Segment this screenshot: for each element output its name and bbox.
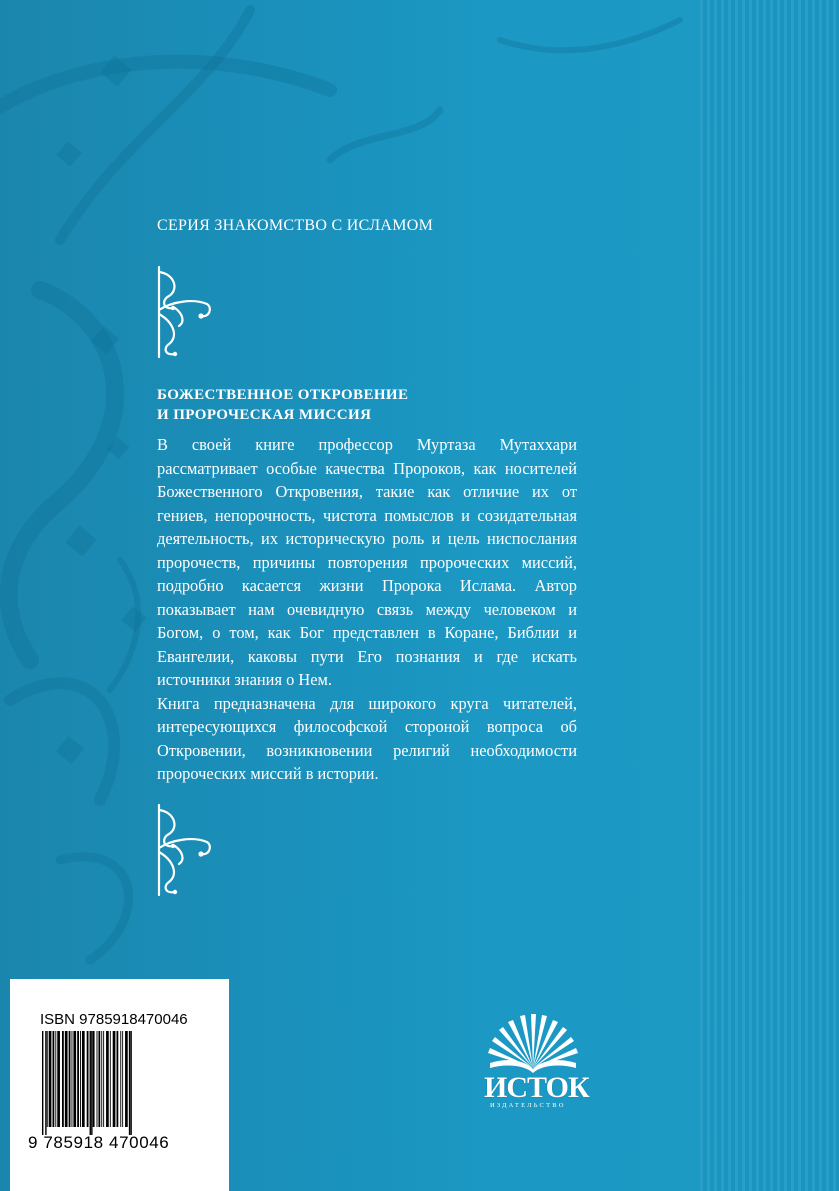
barcode-digits: 9 785918 470046 — [28, 1133, 170, 1152]
barcode-bar — [103, 1031, 104, 1127]
barcode-bar — [73, 1031, 76, 1127]
publisher-subtitle: ИЗДАТЕЛЬСТВО — [490, 1102, 566, 1109]
barcode-bar — [55, 1031, 56, 1127]
barcode-bar — [87, 1031, 89, 1127]
barcode-bar — [69, 1031, 71, 1127]
book-description — [157, 433, 577, 786]
barcode-bar — [129, 1031, 130, 1135]
barcode-bar — [80, 1031, 81, 1127]
barcode-bar — [49, 1031, 52, 1127]
barcode-bar — [65, 1031, 68, 1127]
barcode-bar — [130, 1031, 131, 1135]
isbn-label: ISBN 9785918470046 — [40, 1011, 188, 1028]
ornament-icon — [155, 800, 215, 900]
barcode-bar — [45, 1031, 46, 1135]
barcode-bar — [117, 1031, 119, 1127]
publisher-name: ИСТОК — [484, 1071, 589, 1104]
barcode-bar — [93, 1031, 95, 1127]
barcode-bar — [57, 1031, 60, 1127]
title-line-2: И ПРОРОЧЕСКАЯ МИССИЯ — [157, 407, 372, 423]
barcode-bar — [42, 1031, 43, 1135]
barcode-bar — [91, 1031, 92, 1135]
barcode-bar — [120, 1031, 121, 1127]
barcode-bar — [113, 1031, 116, 1127]
barcode-bar — [82, 1031, 85, 1127]
description-paragraph: Книга предназначена для широкого круга читателей, интересующихся философской стороной вопроса об Откровении, возникновении религий необходимости пророческих миссий в истории. — [157, 693, 577, 783]
barcode-bar — [98, 1031, 100, 1127]
barcode-bar — [77, 1031, 79, 1127]
description-paragraph: В своей книге профессор Муртаза Мутаххари рассматривает особые качества Пророков, как носителей Божественного Откровения, такие как отличие их от гениев, непорочность, чистота помыслов и созидательная деятельность, их историческую роль и цель ниспослания пророчеств, причины повторения пророческих миссий, подробно касается жизни Пророка Ислама. Автор показывает нам очевидную связь между человеком и Богом, о том, как Бог представлен в Коране, Библии и Евангелии, каковы пути Его познания и где искать источники знания о Нем. — [157, 435, 577, 689]
book-title — [157, 385, 408, 425]
barcode-icon — [42, 1031, 202, 1135]
barcode-bar — [125, 1031, 128, 1127]
barcode-bar — [97, 1031, 98, 1127]
barcode-block — [10, 979, 229, 1191]
barcode-bar — [47, 1031, 48, 1127]
title-line-1: БОЖЕСТВЕННОЕ ОТКРОВЕНИЕ — [157, 387, 409, 403]
barcode-bar — [90, 1031, 91, 1135]
series-title: СЕРИЯ ЗНАКОМСТВО С ИСЛАМОМ — [157, 217, 434, 234]
barcode-bar — [110, 1031, 111, 1127]
ornament-icon — [155, 262, 215, 362]
barcode-bar — [122, 1031, 123, 1127]
barcode-bar — [106, 1031, 109, 1127]
barcode-bar — [53, 1031, 55, 1127]
barcode-bar — [101, 1031, 102, 1127]
barcode-bar — [72, 1031, 73, 1127]
barcode-bar — [62, 1031, 64, 1127]
